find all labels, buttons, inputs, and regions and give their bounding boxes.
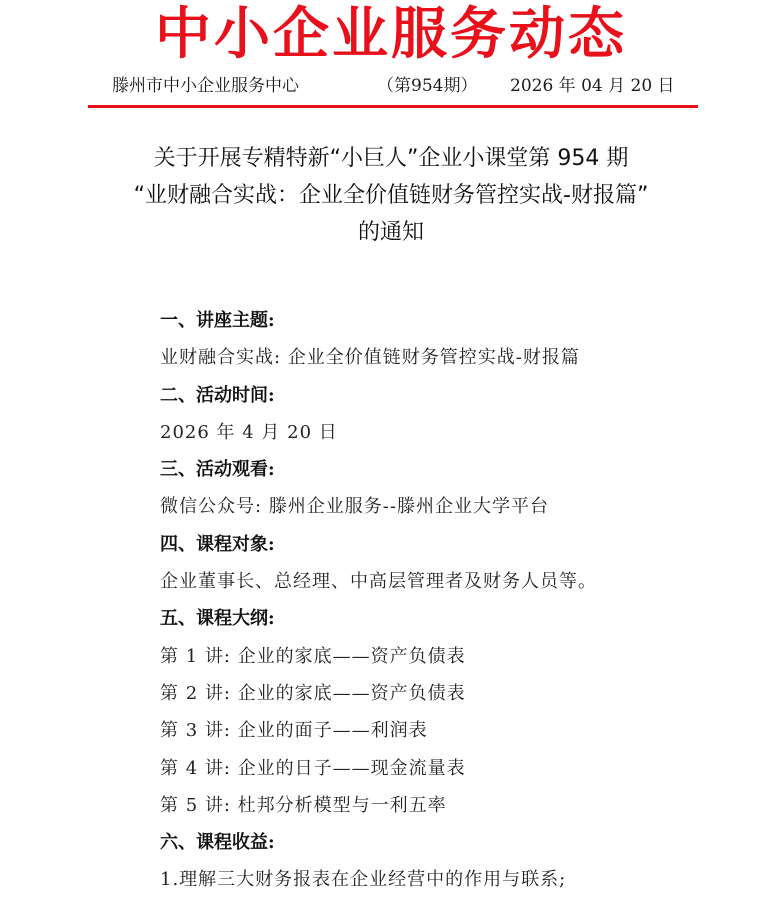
section-heading-time: 二、活动时间:	[160, 384, 275, 406]
outline-item: 第 3 讲: 企业的面子——利润表	[160, 720, 428, 742]
outline-item: 第 1 讲: 企业的家底——资产负债表	[160, 645, 466, 667]
issue-date: 2026 年 04 月 20 日	[510, 76, 675, 96]
outline-item: 第 2 讲: 企业的家底——资产负债表	[160, 682, 466, 704]
topic-text: 业财融合实战: 企业全价值链财务管控实战-财报篇	[160, 347, 580, 369]
outline-item: 第 5 讲: 杜邦分析模型与一利五率	[160, 794, 447, 816]
notice-title	[0, 140, 782, 251]
outline-item: 第 4 讲: 企业的日子——现金流量表	[160, 757, 466, 779]
publisher-name: 滕州市中小企业服务中心	[112, 76, 299, 96]
section-heading-outline: 五、课程大纲:	[160, 608, 275, 630]
notice-body	[160, 302, 760, 899]
notice-title-line: 的通知	[357, 220, 424, 245]
viewing-text: 微信公众号: 滕州企业服务--滕州企业大学平台	[160, 496, 549, 518]
issue-line	[112, 73, 692, 99]
benefit-item: 1.理解三大财务报表在企业经营中的作用与联系;	[160, 869, 567, 891]
time-text: 2026 年 4 月 20 日	[160, 421, 338, 443]
notice-title-line: “业财融合实战：企业全价值链财务管控实战-财报篇”	[133, 183, 649, 208]
notice-title-line: 关于开展专精特新“小巨人”企业小课堂第 954 期	[153, 146, 629, 171]
header-divider	[88, 105, 698, 108]
section-heading-topic: 一、讲座主题:	[160, 310, 275, 331]
audience-text: 企业董事长、总经理、中高层管理者及财务人员等。	[160, 571, 597, 593]
section-heading-audience: 四、课程对象:	[160, 533, 275, 555]
issue-number: （第954期）	[377, 76, 478, 96]
masthead-title: 中小企业服务动态	[155, 2, 627, 67]
section-heading-benefits: 六、课程收益:	[160, 832, 275, 854]
section-heading-viewing: 三、活动观看:	[160, 459, 275, 481]
